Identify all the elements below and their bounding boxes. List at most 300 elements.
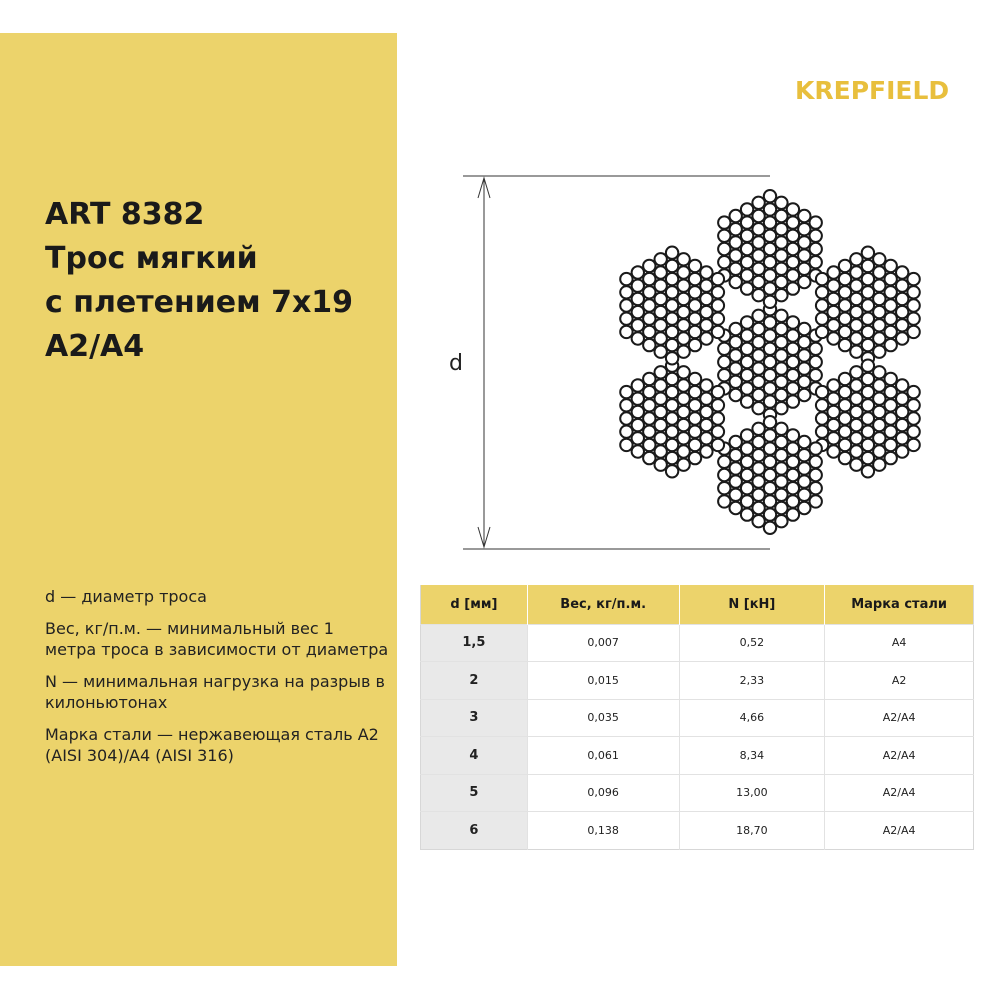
- wire: [787, 269, 799, 281]
- wire: [816, 299, 828, 311]
- wire: [798, 502, 810, 514]
- wire: [775, 323, 787, 335]
- wire: [827, 319, 839, 331]
- wire: [798, 263, 810, 275]
- wire: [885, 313, 897, 325]
- wire: [775, 263, 787, 275]
- wire: [666, 412, 678, 424]
- wire: [677, 406, 689, 418]
- wire: [873, 419, 885, 431]
- wire: [655, 445, 667, 457]
- wire: [896, 419, 908, 431]
- brand-logo: KREPFIELD: [795, 76, 950, 105]
- wire: [689, 260, 701, 272]
- wire: [775, 310, 787, 322]
- wire: [764, 243, 776, 255]
- cell-diameter: 6: [421, 812, 528, 850]
- wire: [752, 475, 764, 487]
- wire: [741, 316, 753, 328]
- wire: [643, 286, 655, 298]
- table-row: [421, 699, 974, 737]
- wire: [787, 203, 799, 215]
- wire: [689, 299, 701, 311]
- wire: [839, 399, 851, 411]
- wire: [689, 386, 701, 398]
- wire: [730, 462, 742, 474]
- wire: [907, 399, 919, 411]
- wire: [850, 379, 862, 391]
- wire: [677, 306, 689, 318]
- wire: [787, 482, 799, 494]
- wire: [700, 406, 712, 418]
- wire: [718, 256, 730, 268]
- wire: [764, 508, 776, 520]
- cell-load: 8,34: [679, 737, 825, 775]
- wire: [873, 253, 885, 265]
- outer-strand: [620, 360, 724, 478]
- wire: [741, 243, 753, 255]
- wire: [632, 445, 644, 457]
- header-load: N [кН]: [679, 585, 825, 624]
- wire: [885, 439, 897, 451]
- wire: [850, 419, 862, 431]
- wire: [752, 389, 764, 401]
- wire: [741, 456, 753, 468]
- cell-steel: A4: [825, 624, 974, 662]
- table-row: [421, 662, 974, 700]
- wire: [700, 379, 712, 391]
- wire: [752, 236, 764, 248]
- wire: [885, 339, 897, 351]
- cell-diameter: 4: [421, 737, 528, 775]
- wire: [907, 426, 919, 438]
- wire: [873, 366, 885, 378]
- wire: [752, 249, 764, 261]
- wire: [730, 349, 742, 361]
- wire: [632, 393, 644, 405]
- wire: [700, 432, 712, 444]
- wire: [810, 216, 822, 228]
- wire: [712, 386, 724, 398]
- wire: [643, 399, 655, 411]
- wire: [775, 210, 787, 222]
- wire: [787, 356, 799, 368]
- wire: [907, 273, 919, 285]
- wire: [787, 343, 799, 355]
- wire: [752, 223, 764, 235]
- wire: [643, 339, 655, 351]
- wire: [632, 406, 644, 418]
- wire: [839, 452, 851, 464]
- wire: [689, 412, 701, 424]
- table-row: [421, 737, 974, 775]
- wire: [798, 223, 810, 235]
- wire: [885, 412, 897, 424]
- wire: [775, 423, 787, 435]
- wire: [885, 260, 897, 272]
- wire: [787, 243, 799, 255]
- wire: [689, 313, 701, 325]
- wire: [677, 445, 689, 457]
- wire: [816, 326, 828, 338]
- wire: [752, 515, 764, 527]
- outer-strand: [718, 416, 822, 534]
- wire: [787, 495, 799, 507]
- wire: [730, 223, 742, 235]
- wire: [666, 273, 678, 285]
- wire: [839, 299, 851, 311]
- cell-steel: A2: [825, 662, 974, 700]
- wire: [712, 412, 724, 424]
- wire: [677, 332, 689, 344]
- wire: [885, 299, 897, 311]
- core-strand: [718, 303, 822, 421]
- wire: [862, 439, 874, 451]
- wire: [730, 323, 742, 335]
- wire: [764, 482, 776, 494]
- wire: [689, 273, 701, 285]
- wire: [752, 376, 764, 388]
- wire: [839, 412, 851, 424]
- wire: [764, 329, 776, 341]
- wire: [810, 469, 822, 481]
- wire: [810, 256, 822, 268]
- wire: [775, 489, 787, 501]
- wire: [741, 343, 753, 355]
- wire: [655, 432, 667, 444]
- wire: [677, 432, 689, 444]
- wire: [816, 313, 828, 325]
- wire: [700, 266, 712, 278]
- cell-weight: 0,096: [527, 774, 679, 812]
- wire: [839, 339, 851, 351]
- wire: [666, 352, 678, 364]
- wire: [632, 379, 644, 391]
- wire: [885, 326, 897, 338]
- wire: [752, 197, 764, 209]
- wire: [862, 273, 874, 285]
- wire: [896, 293, 908, 305]
- wire: [689, 399, 701, 411]
- wire: [764, 282, 776, 294]
- wire: [798, 489, 810, 501]
- wire: [764, 495, 776, 507]
- wire: [620, 286, 632, 298]
- wire: [885, 426, 897, 438]
- wire: [896, 266, 908, 278]
- wire: [730, 449, 742, 461]
- wire: [741, 382, 753, 394]
- legend-load: N — минимальная нагрузка на разрыв в килоньютонах: [45, 672, 385, 712]
- wire: [700, 306, 712, 318]
- wire: [787, 442, 799, 454]
- wire: [764, 343, 776, 355]
- wire: [839, 273, 851, 285]
- wire: [730, 389, 742, 401]
- wire: [712, 299, 724, 311]
- wire: [764, 395, 776, 407]
- wire: [712, 313, 724, 325]
- cell-load: 2,33: [679, 662, 825, 700]
- table-row: [421, 774, 974, 812]
- header-steel: Марка стали: [825, 585, 974, 624]
- wire: [798, 449, 810, 461]
- wire: [827, 266, 839, 278]
- cell-steel: A2/A4: [825, 812, 974, 850]
- wire: [752, 349, 764, 361]
- wire: [712, 273, 724, 285]
- wire: [718, 495, 730, 507]
- cell-diameter: 5: [421, 774, 528, 812]
- wire: [862, 313, 874, 325]
- wire: [764, 316, 776, 328]
- wire: [862, 326, 874, 338]
- wire: [643, 373, 655, 385]
- spec-table: [420, 585, 974, 850]
- wire: [787, 282, 799, 294]
- wire: [666, 286, 678, 298]
- legend-steel: Марка стали — нержавеющая сталь A2 (AISI 304)/A4 (AISI 316): [45, 725, 379, 765]
- wire: [764, 382, 776, 394]
- wire: [787, 469, 799, 481]
- title-line-name: Трос мягкий: [45, 241, 258, 276]
- header-diameter: d [мм]: [421, 585, 528, 624]
- wire: [666, 452, 678, 464]
- wire: [827, 293, 839, 305]
- wire: [718, 369, 730, 381]
- wire: [850, 280, 862, 292]
- wire: [839, 326, 851, 338]
- wire: [775, 289, 787, 301]
- wire: [896, 280, 908, 292]
- wire: [873, 319, 885, 331]
- wire: [677, 346, 689, 358]
- cell-weight: 0,035: [527, 699, 679, 737]
- cell-weight: 0,015: [527, 662, 679, 700]
- wire: [764, 429, 776, 441]
- wire: [620, 313, 632, 325]
- wire: [718, 482, 730, 494]
- wire: [752, 462, 764, 474]
- wire: [643, 313, 655, 325]
- wire: [810, 482, 822, 494]
- wire: [752, 210, 764, 222]
- wire: [775, 402, 787, 414]
- wire: [798, 323, 810, 335]
- wire: [718, 230, 730, 242]
- cell-steel: A2/A4: [825, 774, 974, 812]
- wire: [643, 386, 655, 398]
- wire: [764, 356, 776, 368]
- wire: [643, 412, 655, 424]
- wire: [752, 323, 764, 335]
- wire: [632, 280, 644, 292]
- wire: [689, 426, 701, 438]
- wire: [816, 386, 828, 398]
- wire: [741, 203, 753, 215]
- yellow-side-panel: [0, 33, 397, 966]
- wire: [775, 223, 787, 235]
- wire: [712, 426, 724, 438]
- wire: [655, 419, 667, 431]
- wire: [798, 336, 810, 348]
- wire: [850, 346, 862, 358]
- cell-weight: 0,061: [527, 737, 679, 775]
- wire: [810, 495, 822, 507]
- wire: [666, 439, 678, 451]
- wire: [810, 243, 822, 255]
- wire: [632, 419, 644, 431]
- wire: [677, 266, 689, 278]
- wire: [730, 249, 742, 261]
- wire: [655, 319, 667, 331]
- wire: [810, 356, 822, 368]
- outer-strand: [816, 360, 920, 478]
- table-header-row: [421, 585, 974, 624]
- wire: [775, 336, 787, 348]
- wire: [862, 360, 874, 372]
- wire: [655, 346, 667, 358]
- wire: [700, 293, 712, 305]
- wire: [643, 326, 655, 338]
- wire: [810, 230, 822, 242]
- wire: [730, 263, 742, 275]
- wire: [775, 449, 787, 461]
- wire: [712, 326, 724, 338]
- wire: [620, 399, 632, 411]
- wire: [689, 286, 701, 298]
- wire: [677, 393, 689, 405]
- wire: [850, 366, 862, 378]
- wire: [655, 406, 667, 418]
- wire: [764, 230, 776, 242]
- wire: [850, 406, 862, 418]
- wire: [787, 395, 799, 407]
- wire: [775, 362, 787, 374]
- wire: [775, 349, 787, 361]
- wire: [741, 508, 753, 520]
- wire: [839, 373, 851, 385]
- wire: [798, 475, 810, 487]
- wire: [827, 280, 839, 292]
- wire: [810, 369, 822, 381]
- wire: [752, 336, 764, 348]
- wire: [896, 319, 908, 331]
- legend-diameter: d — диаметр троса: [45, 587, 207, 606]
- wire: [873, 266, 885, 278]
- cell-weight: 0,138: [527, 812, 679, 850]
- wire: [666, 326, 678, 338]
- wire: [677, 419, 689, 431]
- wire: [730, 475, 742, 487]
- wire: [816, 412, 828, 424]
- wire: [810, 442, 822, 454]
- product-title: [45, 193, 395, 369]
- wire: [896, 432, 908, 444]
- wire: [787, 508, 799, 520]
- wire: [632, 266, 644, 278]
- wire: [873, 406, 885, 418]
- wire: [764, 416, 776, 428]
- wire: [775, 502, 787, 514]
- wire: [689, 452, 701, 464]
- wire: [741, 230, 753, 242]
- wire: [730, 436, 742, 448]
- outer-strand: [816, 247, 920, 365]
- wire: [827, 332, 839, 344]
- wire: [873, 445, 885, 457]
- wire: [775, 389, 787, 401]
- wire: [862, 452, 874, 464]
- header-weight: Вес, кг/п.м.: [527, 585, 679, 624]
- wire: [827, 445, 839, 457]
- wire: [827, 406, 839, 418]
- wire: [764, 469, 776, 481]
- wire: [798, 210, 810, 222]
- wire: [752, 310, 764, 322]
- wire: [839, 260, 851, 272]
- wire: [862, 260, 874, 272]
- wire: [643, 299, 655, 311]
- wire: [896, 445, 908, 457]
- wire: [620, 439, 632, 451]
- wire: [666, 386, 678, 398]
- wire: [862, 386, 874, 398]
- wire: [741, 282, 753, 294]
- wire: [907, 286, 919, 298]
- wire: [787, 256, 799, 268]
- wire: [655, 393, 667, 405]
- wire: [666, 339, 678, 351]
- wire: [689, 326, 701, 338]
- wire: [666, 426, 678, 438]
- wire: [810, 343, 822, 355]
- wire: [816, 399, 828, 411]
- wire: [752, 289, 764, 301]
- wire: [850, 319, 862, 331]
- wire: [896, 406, 908, 418]
- wire: [873, 379, 885, 391]
- wire: [827, 432, 839, 444]
- wire: [764, 522, 776, 534]
- cell-steel: A2/A4: [825, 699, 974, 737]
- wire: [798, 376, 810, 388]
- wire: [787, 429, 799, 441]
- wire: [839, 439, 851, 451]
- wire: [798, 362, 810, 374]
- wire: [896, 393, 908, 405]
- wire: [712, 286, 724, 298]
- rope-cross-section-diagram: [430, 160, 960, 570]
- wire: [764, 256, 776, 268]
- wire: [677, 253, 689, 265]
- wire: [862, 286, 874, 298]
- wire: [655, 253, 667, 265]
- wire: [764, 369, 776, 381]
- wire: [700, 319, 712, 331]
- wire: [896, 379, 908, 391]
- wire: [741, 482, 753, 494]
- wire: [632, 293, 644, 305]
- wire: [885, 386, 897, 398]
- wire: [816, 273, 828, 285]
- wire: [730, 489, 742, 501]
- wire: [741, 395, 753, 407]
- wire: [689, 439, 701, 451]
- wire: [741, 429, 753, 441]
- wire: [827, 393, 839, 405]
- wire: [752, 402, 764, 414]
